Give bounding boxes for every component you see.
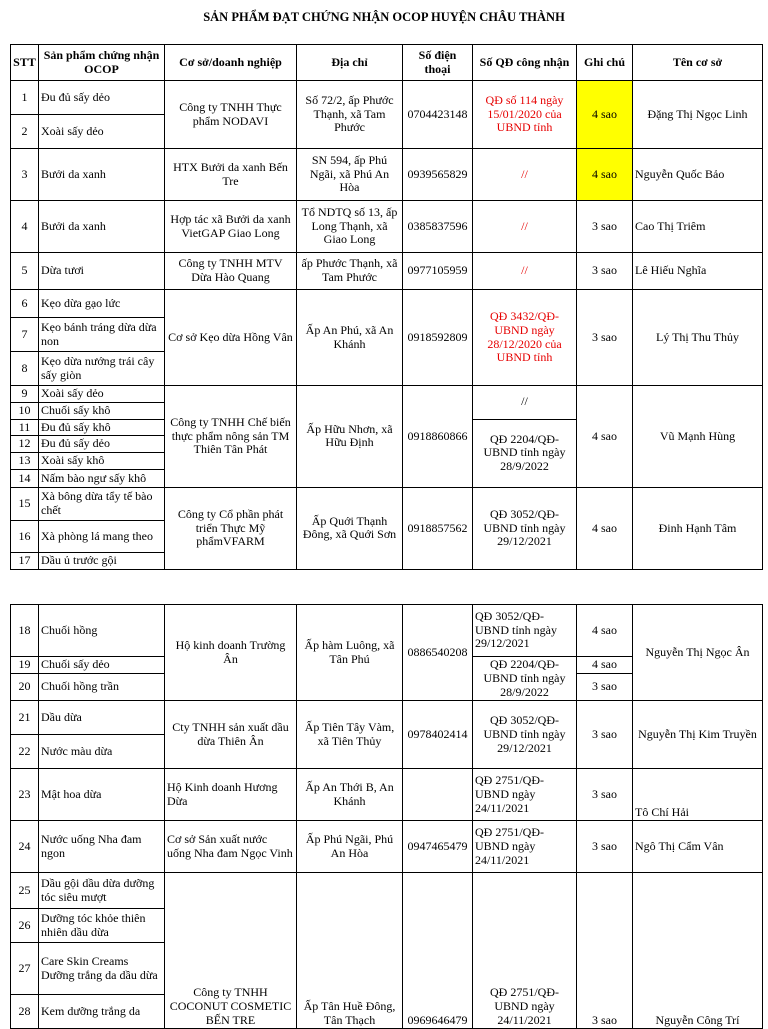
decision: QĐ 2204/QĐ-UBND tỉnh ngày 28/9/2022	[473, 419, 577, 487]
star-rating: 3 sao	[577, 253, 633, 290]
product-name: Bưởi da xanh	[39, 149, 165, 201]
star-rating: 3 sao	[577, 769, 633, 821]
business-name: Hợp tác xã Bưởi da xanh VietGAP Giao Long	[165, 201, 297, 253]
row-number: 15	[11, 487, 39, 520]
header-product: Sản phẩm chứng nhận OCOP	[39, 45, 165, 81]
phone: 0978402414	[403, 701, 473, 769]
business-name: Cơ sở Sản xuất nước uống Nha đam Ngọc Vinh	[165, 821, 297, 873]
row-number: 23	[11, 769, 39, 821]
star-rating: 3 sao	[577, 674, 633, 701]
row-number: 8	[11, 352, 39, 386]
decision: //	[473, 201, 577, 253]
header-phone: Số điện thoại	[403, 45, 473, 81]
product-name: Chuối sấy khô	[39, 402, 165, 419]
table-row	[11, 821, 763, 873]
table-row	[11, 81, 763, 115]
decision: QĐ 3052/QĐ-UBND tỉnh ngày 29/12/2021	[473, 487, 577, 569]
product-name: Kem dưỡng trắng da	[39, 995, 165, 1029]
owner-name: Vũ Mạnh Hùng	[633, 386, 763, 488]
decision: QĐ 3052/QĐ-UBND tỉnh ngày 29/12/2021	[473, 605, 577, 657]
row-number: 3	[11, 149, 39, 201]
ocop-table-part-1	[10, 44, 763, 570]
header-stt: STT	[11, 45, 39, 81]
decision: QĐ 2751/QĐ-UBND ngày 24/11/2021	[473, 873, 577, 1029]
row-number: 10	[11, 402, 39, 419]
decision: //	[473, 386, 577, 420]
product-name: Chuối hồng	[39, 605, 165, 657]
product-name: Xoài sấy dẻo	[39, 386, 165, 403]
owner-name: Nguyễn Thị Ngọc Ân	[633, 605, 763, 701]
business-name: Cty TNHH sản xuất dầu dừa Thiên Ân	[165, 701, 297, 769]
product-name: Dầu ủ trước gội	[39, 552, 165, 569]
product-name: Chuối hồng trần	[39, 674, 165, 701]
product-name: Xà bông dừa tẩy tế bào chết	[39, 487, 165, 520]
product-name: Bưởi da xanh	[39, 201, 165, 253]
star-rating: 3 sao	[577, 701, 633, 769]
product-name: Chuối sấy dẻo	[39, 657, 165, 674]
row-number: 18	[11, 605, 39, 657]
product-name: Dầu dừa	[39, 701, 165, 735]
row-number: 4	[11, 201, 39, 253]
table-row	[11, 149, 763, 201]
row-number: 17	[11, 552, 39, 569]
row-number: 24	[11, 821, 39, 873]
business-name: Công ty TNHH COCONUT COSMETIC BẾN TRE	[165, 873, 297, 1029]
phone: 0939565829	[403, 149, 473, 201]
row-number: 5	[11, 253, 39, 290]
star-rating: 4 sao	[577, 487, 633, 569]
row-number: 7	[11, 318, 39, 352]
row-number: 1	[11, 81, 39, 115]
address: Ấp Tân Huề Đông, Tân Thạch	[297, 873, 403, 1029]
phone: 0918857562	[403, 487, 473, 569]
table-row	[11, 386, 763, 403]
decision: QĐ 3052/QĐ-UBND tỉnh ngày 29/12/2021	[473, 701, 577, 769]
star-rating: 3 sao	[577, 873, 633, 1029]
table-header-row	[11, 45, 763, 81]
product-name: Mật hoa dừa	[39, 769, 165, 821]
owner-name: Ngô Thị Cẩm Vân	[633, 821, 763, 873]
address: Tổ NDTQ số 13, ấp Long Thạnh, xã Giao Long	[297, 201, 403, 253]
phone: 0704423148	[403, 81, 473, 149]
address: Ấp Quới Thạnh Đông, xã Quới Sơn	[297, 487, 403, 569]
decision: QĐ 2204/QĐ-UBND tỉnh ngày 28/9/2022	[473, 657, 577, 701]
address: Ấp An Thới B, An Khánh	[297, 769, 403, 821]
product-name: Xà phòng lá mang theo	[39, 520, 165, 552]
decision: //	[473, 253, 577, 290]
table-row	[11, 290, 763, 318]
owner-name: Tô Chí Hải	[633, 769, 763, 821]
star-rating: 4 sao	[577, 386, 633, 488]
table-row	[11, 487, 763, 520]
table-row	[11, 253, 763, 290]
table-row	[11, 769, 763, 821]
row-number: 11	[11, 419, 39, 436]
table-row	[11, 701, 763, 735]
product-name: Đu đủ sấy dẻo	[39, 81, 165, 115]
phone	[403, 769, 473, 821]
star-rating: 3 sao	[577, 201, 633, 253]
table-row	[11, 605, 763, 657]
row-number: 6	[11, 290, 39, 318]
business-name: HTX Bưởi da xanh Bến Tre	[165, 149, 297, 201]
row-number: 16	[11, 520, 39, 552]
business-name: Hộ Kinh doanh Hương Dừa	[165, 769, 297, 821]
product-name: Kẹo bánh tráng dừa dừa non	[39, 318, 165, 352]
row-number: 26	[11, 909, 39, 943]
decision: QĐ 2751/QĐ-UBND ngày 24/11/2021	[473, 821, 577, 873]
product-name: Nước uống Nha đam ngon	[39, 821, 165, 873]
phone: 0886540208	[403, 605, 473, 701]
address: Ấp Tiên Tây Vàm, xã Tiên Thủy	[297, 701, 403, 769]
owner-name: Cao Thị Triêm	[633, 201, 763, 253]
product-name: Đu đủ sấy dẻo	[39, 436, 165, 453]
row-number: 22	[11, 735, 39, 769]
business-name: Hộ kinh doanh Trường Ân	[165, 605, 297, 701]
decision: //	[473, 149, 577, 201]
address: ấp Phước Thạnh, xã Tam Phước	[297, 253, 403, 290]
header-business: Cơ sở/doanh nghiệp	[165, 45, 297, 81]
star-rating: 4 sao	[577, 149, 633, 201]
row-number: 14	[11, 469, 39, 487]
decision: QĐ 2751/QĐ-UBND ngày 24/11/2021	[473, 769, 577, 821]
product-name: Đu đủ sấy khô	[39, 419, 165, 436]
ocop-table-part-2	[10, 604, 763, 1029]
business-name: Công ty TNHH Thực phẩm NODAVI	[165, 81, 297, 149]
owner-name: Đặng Thị Ngọc Linh	[633, 81, 763, 149]
decision: QĐ số 114 ngày 15/01/2020 của UBND tỉnh	[473, 81, 577, 149]
row-number: 21	[11, 701, 39, 735]
star-rating: 4 sao	[577, 81, 633, 149]
row-number: 28	[11, 995, 39, 1029]
decision: QĐ 3432/QĐ-UBND ngày 28/12/2020 của UBND tỉnh	[473, 290, 577, 386]
row-number: 2	[11, 115, 39, 149]
address: Ấp An Phú, xã An Khánh	[297, 290, 403, 386]
business-name: Công ty TNHH MTV Dừa Hào Quang	[165, 253, 297, 290]
row-number: 9	[11, 386, 39, 403]
address: Số 72/2, ấp Phước Thạnh, xã Tam Phước	[297, 81, 403, 149]
address: Ấp hàm Luông, xã Tân Phú	[297, 605, 403, 701]
product-name: Dưỡng tóc khỏe thiên nhiên dầu dừa	[39, 909, 165, 943]
product-name: Kẹo dừa nướng trái cây sấy giòn	[39, 352, 165, 386]
product-name: Nước màu dừa	[39, 735, 165, 769]
address: SN 594, ấp Phú Ngãi, xã Phú An Hòa	[297, 149, 403, 201]
row-number: 25	[11, 873, 39, 909]
header-owner: Tên cơ sở	[633, 45, 763, 81]
row-number: 20	[11, 674, 39, 701]
product-name: Dừa tươi	[39, 253, 165, 290]
product-name: Xoài sấy dẻo	[39, 115, 165, 149]
star-rating: 3 sao	[577, 290, 633, 386]
phone: 0947465479	[403, 821, 473, 873]
row-number: 19	[11, 657, 39, 674]
product-name: Kẹo dừa gạo lức	[39, 290, 165, 318]
table-row	[11, 873, 763, 909]
phone: 0969646479	[403, 873, 473, 1029]
owner-name: Nguyễn Quốc Bảo	[633, 149, 763, 201]
owner-name: Lý Thị Thu Thủy	[633, 290, 763, 386]
star-rating: 3 sao	[577, 821, 633, 873]
owner-name: Nguyễn Công Trí	[633, 873, 763, 1029]
product-name: Xoài sấy khô	[39, 453, 165, 470]
table-row	[11, 201, 763, 253]
owner-name: Lê Hiếu Nghĩa	[633, 253, 763, 290]
star-rating: 4 sao	[577, 605, 633, 657]
phone: 0918592809	[403, 290, 473, 386]
owner-name: Nguyễn Thị Kim Truyền	[633, 701, 763, 769]
product-name: Care Skin Creams Dưỡng trắng da dầu dừa	[39, 943, 165, 995]
address: Ấp Phú Ngãi, Phú An Hòa	[297, 821, 403, 873]
star-rating: 4 sao	[577, 657, 633, 674]
row-number: 12	[11, 436, 39, 453]
row-number: 27	[11, 943, 39, 995]
product-name: Nấm bào ngư sấy khô	[39, 469, 165, 487]
phone: 0385837596	[403, 201, 473, 253]
business-name: Công ty TNHH Chế biến thực phẩm nông sản TM Thiên Tân Phát	[165, 386, 297, 488]
product-name: Dầu gội dầu dừa dưỡng tóc siêu mượt	[39, 873, 165, 909]
address: Ấp Hữu Nhơn, xã Hữu Định	[297, 386, 403, 488]
page-title: SẢN PHẨM ĐẠT CHỨNG NHẬN OCOP HUYỆN CHÂU THÀNH	[203, 10, 565, 24]
business-name: Cơ sở Kẹo dừa Hồng Vân	[165, 290, 297, 386]
business-name: Công ty Cổ phần phát triển Thực Mỹ phẩmVFARM	[165, 487, 297, 569]
header-address: Địa chỉ	[297, 45, 403, 81]
phone: 0918860866	[403, 386, 473, 488]
header-note: Ghi chú	[577, 45, 633, 81]
header-decision: Số QĐ công nhận	[473, 45, 577, 81]
owner-name: Đinh Hạnh Tâm	[633, 487, 763, 569]
phone: 0977105959	[403, 253, 473, 290]
row-number: 13	[11, 453, 39, 470]
